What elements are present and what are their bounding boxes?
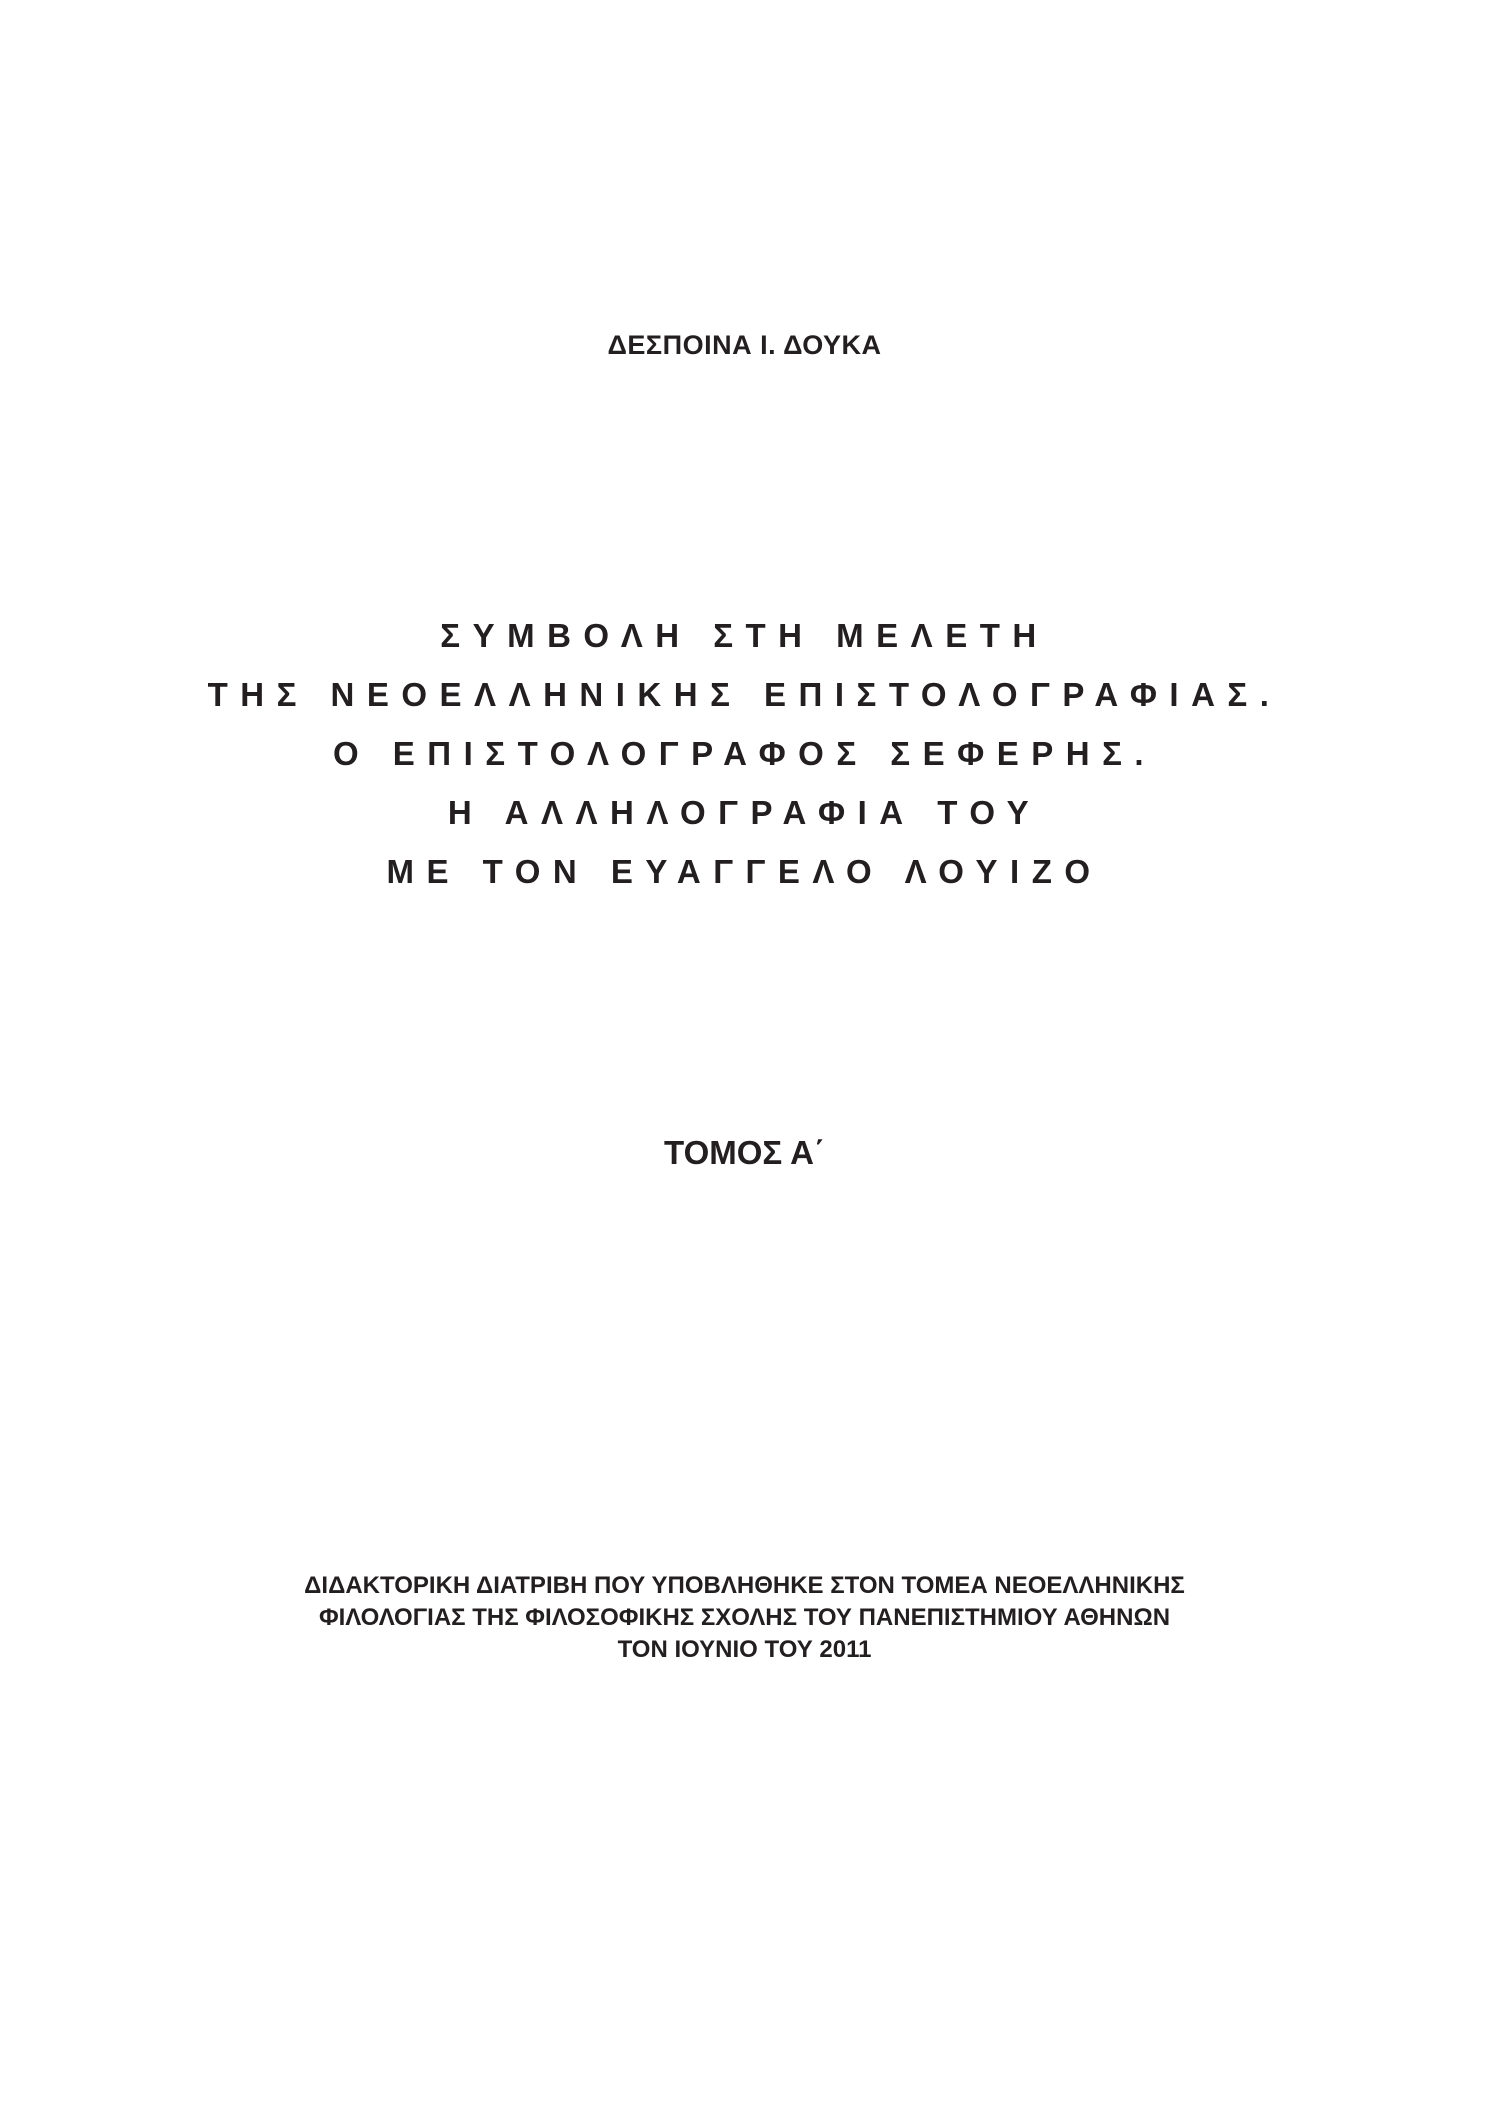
submission-line: ΤΟΝ ΙΟΥΝΙΟ ΤΟΥ 2011 bbox=[617, 1636, 872, 1663]
thesis-title bbox=[0, 606, 1489, 901]
submission-line: ΦΙΛΟΛΟΓΙΑΣ ΤΗΣ ΦΙΛΟΣΟΦΙΚΗΣ ΣΧΟΛΗΣ ΤΟΥ ΠΑΝΕΠΙΣΤΗΜΙΟΥ ΑΘΗΝΩΝ bbox=[318, 1604, 1171, 1631]
thesis-title-line: ΜΕ ΤΟΝ ΕΥΑΓΓΕΛΟ ΛΟΥΙΖΟ bbox=[386, 853, 1103, 890]
thesis-title-line: ΣΥΜΒΟΛΗ ΣΤΗ ΜΕΛΕΤΗ bbox=[440, 617, 1049, 654]
volume-label: ΤΟΜΟΣ Α΄ bbox=[664, 1134, 825, 1171]
author-name: ΔΕΣΠΟΙΝΑ Ι. ΔΟΥΚΑ bbox=[607, 330, 882, 360]
thesis-title-line: ΤΗΣ ΝΕΟΕΛΛΗΝΙΚΗΣ ΕΠΙΣΤΟΛΟΓΡΑΦΙΑΣ. bbox=[207, 676, 1282, 713]
thesis-title-line: Ο ΕΠΙΣΤΟΛΟΓΡΑΦΟΣ ΣΕΦΕΡΗΣ. bbox=[332, 735, 1157, 772]
submission-statement bbox=[0, 1570, 1489, 1666]
thesis-title-line: Η ΑΛΛΗΛΟΓΡΑΦΙΑ ΤΟΥ bbox=[447, 794, 1042, 831]
submission-line: ΔΙΔΑΚΤΟΡΙΚΗ ΔΙΑΤΡΙΒΗ ΠΟΥ ΥΠΟΒΛΗΘΗΚΕ ΣΤΟΝ ΤΟΜΕΑ ΝΕΟΕΛΛΗΝΙΚΗΣ bbox=[304, 1572, 1185, 1599]
